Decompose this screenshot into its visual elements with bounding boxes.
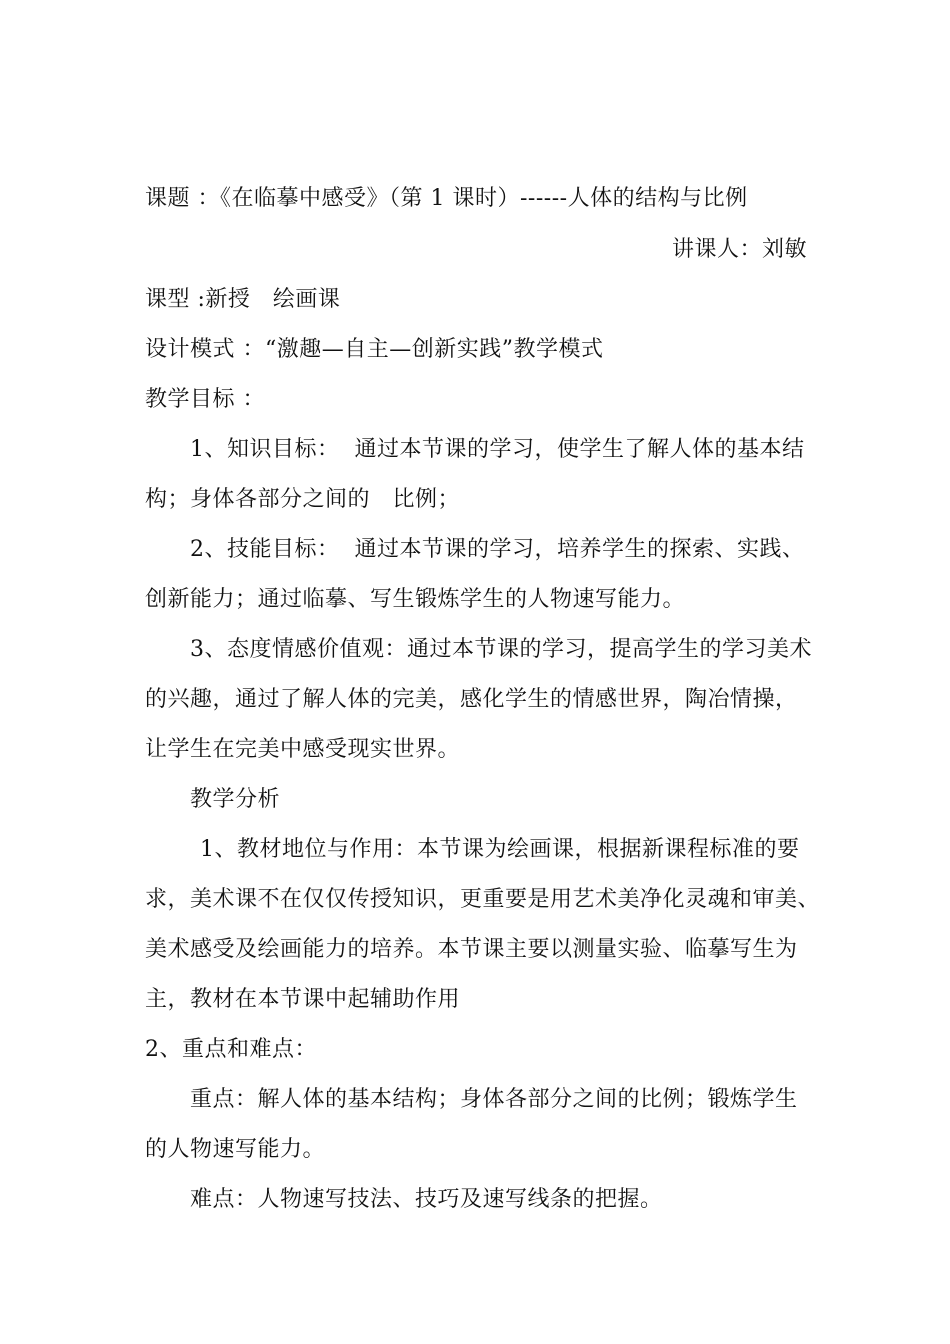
key-points-heading: 2、重点和难点： (145, 1037, 317, 1062)
analysis-role-line3: 美术感受及绘画能力的培养。本节课主要以测量实验、临摹写生为 (145, 937, 798, 962)
analysis-heading: 教学分析 (190, 787, 281, 812)
objective-attitude-line1: 3、态度情感价值观：通过本节课的学习，提高学生的学习美术 (190, 637, 812, 662)
analysis-role-line4: 主，教材在本节课中起辅助作用 (145, 987, 461, 1012)
objective-skill-line1: 2、技能目标： 通过本节课的学习，培养学生的探索、实践、 (190, 537, 805, 562)
analysis-role-line2: 求，美术课不在仅仅传授知识，更重要是用艺术美净化灵魂和审美、 (145, 887, 821, 912)
lesson-title: 课题 ：《在临摹中感受》（第 1 课时）------人体的结构与比例 (145, 186, 748, 211)
objective-attitude-line3: 让学生在完美中感受现实世界。 (145, 737, 461, 762)
design-mode: 设计模式 ：“激趣—自主—创新实践”教学模式 (145, 337, 604, 362)
objective-knowledge-line1: 1、知识目标： 通过本节课的学习，使学生了解人体的基本结 (190, 437, 805, 462)
key-point-line2: 的人物速写能力。 (145, 1137, 326, 1162)
analysis-role-line1: 1、教材地位与作用：本节课为绘画课，根据新课程标准的要 (200, 837, 800, 862)
objective-knowledge-line2: 构；身体各部分之间的 比例； (145, 487, 460, 512)
objective-skill-line2: 创新能力；通过临摹、写生锻炼学生的人物速写能力。 (145, 587, 686, 612)
key-point-line1: 重点：解人体的基本结构；身体各部分之间的比例；锻炼学生 (190, 1087, 798, 1112)
difficulty-line: 难点：人物速写技法、技巧及速写线条的把握。 (190, 1187, 663, 1212)
lesson-type: 课型 :新授 绘画课 (145, 287, 341, 312)
objective-attitude-line2: 的兴趣，通过了解人体的完美，感化学生的情感世界，陶冶情操， (145, 687, 798, 712)
teacher-name: 讲课人：刘敏 (671, 237, 807, 262)
objectives-heading: 教学目标 ： (145, 387, 265, 412)
